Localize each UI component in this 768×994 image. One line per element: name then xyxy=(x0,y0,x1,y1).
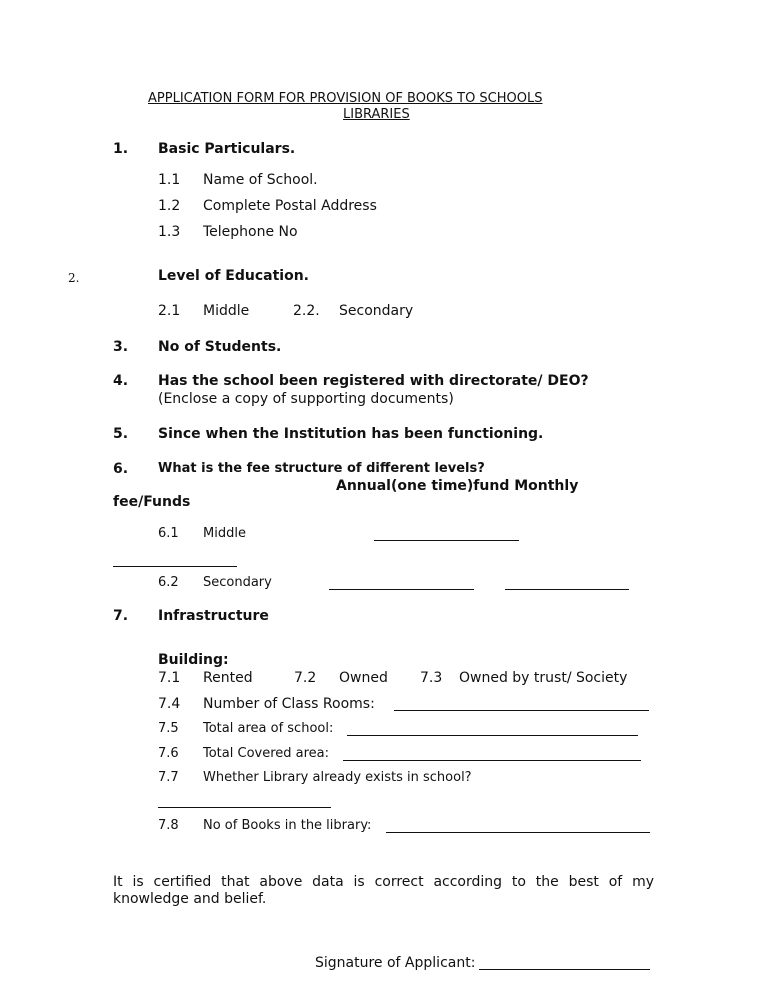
building-label: Building: xyxy=(158,652,229,668)
item-7-6-number: 7.6 xyxy=(158,746,179,761)
item-2-1-number: 2.1 xyxy=(158,303,181,319)
item-7-4-number: 7.4 xyxy=(158,696,181,712)
item-7-8-label: No of Books in the library: xyxy=(203,818,372,833)
item-7-6-blank xyxy=(343,760,641,761)
item-7-5-blank xyxy=(347,735,638,736)
item-6-1-monthly-blank xyxy=(113,566,237,567)
item-7-4-blank xyxy=(394,710,649,711)
item-6-2-annual-blank xyxy=(329,589,474,590)
item-1-3-label: Telephone No xyxy=(203,224,298,240)
section-1-number: 1. xyxy=(113,141,129,157)
item-1-1-label: Name of School. xyxy=(203,172,318,188)
section-2-number: 2. xyxy=(68,271,80,285)
item-7-2-number: 7.2 xyxy=(294,670,317,686)
item-1-2-label: Complete Postal Address xyxy=(203,198,377,214)
section-7-heading: Infrastructure xyxy=(158,608,269,624)
item-2-2-number: 2.2. xyxy=(293,303,320,319)
item-7-3-number: 7.3 xyxy=(420,670,443,686)
form-title-line2: LIBRARIES xyxy=(343,107,410,122)
item-6-1-number: 6.1 xyxy=(158,526,179,541)
section-5-heading: Since when the Institution has been functioning. xyxy=(158,426,544,442)
item-6-1-annual-blank xyxy=(374,540,519,541)
item-7-7-label: Whether Library already exists in school? xyxy=(203,770,472,785)
item-6-1-label: Middle xyxy=(203,526,246,541)
section-1-heading: Basic Particulars. xyxy=(158,141,296,157)
item-6-2-monthly-blank xyxy=(505,589,629,590)
signature-blank xyxy=(479,969,650,970)
item-7-5-number: 7.5 xyxy=(158,721,179,736)
section-5-number: 5. xyxy=(113,426,129,442)
item-6-2-number: 6.2 xyxy=(158,575,179,590)
item-1-1-number: 1.1 xyxy=(158,172,181,188)
item-7-4-label: Number of Class Rooms: xyxy=(203,696,375,712)
item-7-5-label: Total area of school: xyxy=(203,721,334,736)
item-6-2-label: Secondary xyxy=(203,575,272,590)
section-4-heading: Has the school been registered with directorate/ DEO? xyxy=(158,373,589,389)
signature-label: Signature of Applicant: xyxy=(315,955,476,971)
item-1-3-number: 1.3 xyxy=(158,224,181,240)
certification-text: It is certified that above data is correct according to the best of my knowledge and belief. xyxy=(113,874,654,907)
item-7-7-number: 7.7 xyxy=(158,770,179,785)
section-4-note: (Enclose a copy of supporting documents) xyxy=(158,391,454,407)
section-6-heading: What is the fee structure of different levels? xyxy=(158,461,485,476)
section-4-number: 4. xyxy=(113,373,129,389)
fee-column-headers-cont: fee/Funds xyxy=(113,494,191,510)
section-3-heading: No of Students. xyxy=(158,339,282,355)
section-6-number: 6. xyxy=(113,461,129,477)
item-7-1-number: 7.1 xyxy=(158,670,181,686)
form-title-line1: APPLICATION FORM FOR PROVISION OF BOOKS TO SCHOOLS xyxy=(148,91,543,106)
item-7-2-label: Owned xyxy=(339,670,388,686)
item-7-3-label: Owned by trust/ Society xyxy=(459,670,628,686)
item-2-1-label: Middle xyxy=(203,303,250,319)
item-7-1-label: Rented xyxy=(203,670,253,686)
item-1-2-number: 1.2 xyxy=(158,198,181,214)
section-3-number: 3. xyxy=(113,339,129,355)
item-7-8-blank xyxy=(386,832,650,833)
item-7-8-number: 7.8 xyxy=(158,818,179,833)
item-7-6-label: Total Covered area: xyxy=(203,746,330,761)
item-2-2-label: Secondary xyxy=(339,303,414,319)
item-7-7-blank xyxy=(158,807,331,808)
section-2-heading: Level of Education. xyxy=(158,268,309,284)
fee-column-headers: Annual(one time)fund Monthly xyxy=(336,478,579,494)
section-7-number: 7. xyxy=(113,608,129,624)
